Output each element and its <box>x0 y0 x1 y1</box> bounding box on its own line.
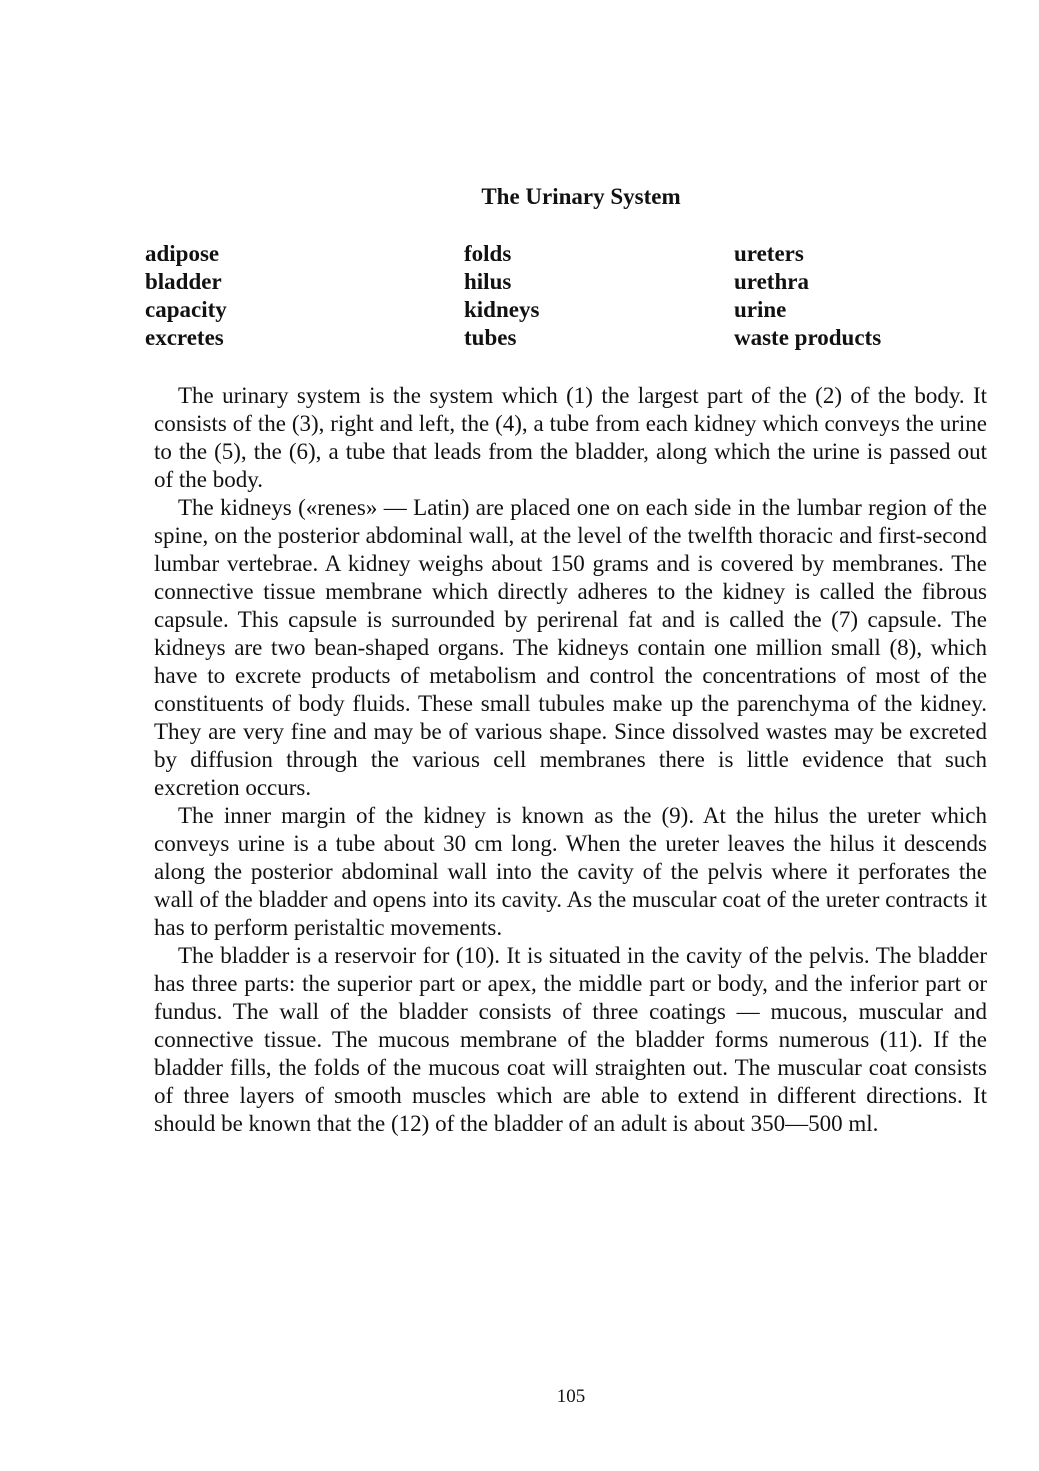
page-title: The Urinary System <box>481 184 681 209</box>
word-bank-item: excretes <box>145 325 224 350</box>
word-bank-item: waste products <box>734 325 882 350</box>
word-bank <box>145 240 1005 356</box>
word-bank-item: urethra <box>734 269 809 294</box>
word-bank-item: bladder <box>145 269 222 294</box>
word-bank-item: ureters <box>734 241 804 266</box>
word-bank-column-1 <box>145 240 227 352</box>
page-number: 105 <box>556 1386 586 1407</box>
word-bank-item: urine <box>734 297 787 322</box>
word-bank-item: kidneys <box>464 297 540 322</box>
word-bank-item: hilus <box>464 269 512 294</box>
word-bank-column-3 <box>734 240 881 352</box>
paragraph-urinary-system: The urinary system is the system which (1) the largest part of the (2) of the body. It consists of the (3), right and left, the (4), a tube from each kidney which conveys the urine to the (5), the (6), a tube that leads from the bladder, along which the urine is passed out of the body. <box>154 383 987 492</box>
word-bank-column-2 <box>464 240 539 352</box>
word-bank-item: adipose <box>145 241 220 266</box>
word-bank-item: tubes <box>464 325 517 350</box>
word-bank-item: folds <box>464 241 512 266</box>
body-text <box>154 382 987 1138</box>
paragraph-hilus-ureter: The inner margin of the kidney is known as the (9). At the hilus the ureter which conveys urine is a tube about 30 cm long. When the ureter leaves the hilus it descends along the posterior abdominal wall into the cavity of the pelvis where it perforates the wall of the bladder and opens into its cavity. As the muscular coat of the ureter contracts it has to perform peristaltic movements. <box>154 803 987 940</box>
paragraph-bladder: The bladder is a reservoir for (10). It is situated in the cavity of the pelvis. The bladder has three parts: the superior part or apex, the middle part or body, and the inferior part or fundus. The wall of the bladder consists of three coatings — mucous, muscular and connective tissue. The mucous membrane of the bladder forms numerous (11). If the bladder fills, the folds of the mucous coat will straighten out. The muscular coat consists of three layers of smooth muscles which are able to extend in different directions. It should be known that the (12) of the bladder of an adult is about 350—500 ml. <box>154 943 987 1136</box>
paragraph-kidneys: The kidneys («renes» — Latin) are placed one on each side in the lumbar region of the spine, on the posterior abdominal wall, at the level of the twelfth thoracic and first-second lumbar vertebrae. A kidney weighs about 150 grams and is covered by membranes. The connective tissue membrane which directly adheres to the kidney is called the fibrous capsule. This capsule is surrounded by perirenal fat and is called the (7) capsule. The kidneys are two bean-shaped organs. The kidneys contain one million small (8), which have to excrete products of metabolism and control the concentrations of most of the constituents of body fluids. These small tubules make up the parenchyma of the kidney. They are very fine and may be of various shape. Since dissolved wastes may be excreted by diffusion through the various cell membranes there is little evidence that such excretion occurs. <box>154 495 987 800</box>
word-bank-item: capacity <box>145 297 227 322</box>
